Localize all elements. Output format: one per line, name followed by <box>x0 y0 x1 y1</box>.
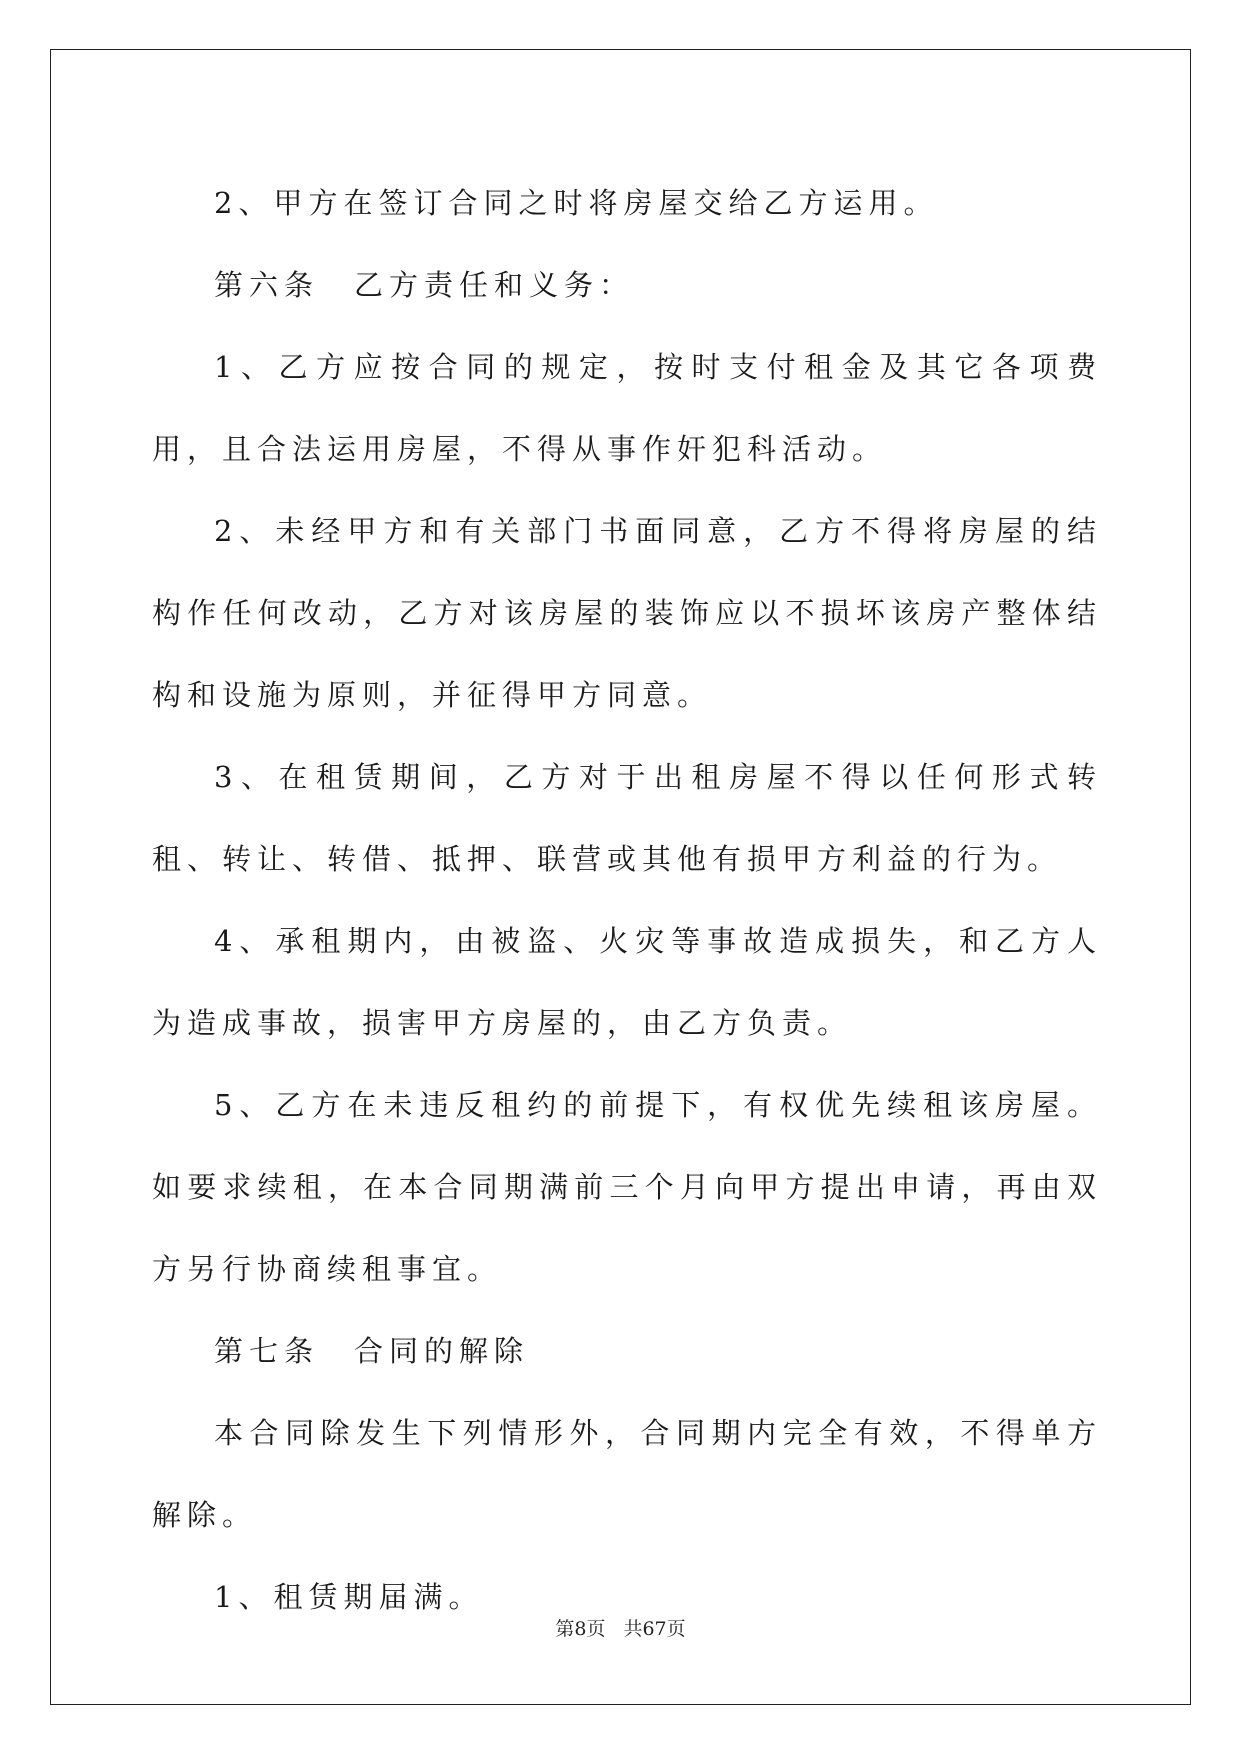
paragraph: 5、乙方在未违反租约的前提下，有权优先续租该房屋。如要求续租，在本合同期满前三个月向甲方提出申请，再由双方另行协商续租事宜。 <box>152 1088 1102 1286</box>
page-number-total: 共67页 <box>623 1618 686 1640</box>
paragraph: 1、租赁期届满。 <box>214 1580 484 1614</box>
paragraph: 2、甲方在签订合同之时将房屋交给乙方运用。 <box>214 186 939 220</box>
paragraph: 3、在租赁期间，乙方对于出租房屋不得以任何形式转租、转让、转借、抵押、联营或其他有损甲方利益的行为。 <box>152 760 1102 876</box>
paragraph: 本合同除发生下列情形外，合同期内完全有效，不得单方解除。 <box>152 1416 1102 1532</box>
document-body <box>152 162 1102 1638</box>
page-footer <box>0 1614 1241 1641</box>
paragraph: 1、乙方应按合同的规定，按时支付租金及其它各项费用，且合法运用房屋，不得从事作奸犯科活动。 <box>152 350 1102 466</box>
section-heading: 第六条 乙方责任和义务： <box>214 268 635 302</box>
page-number-current: 第8页 <box>555 1618 606 1640</box>
section-heading: 第七条 合同的解除 <box>214 1334 530 1368</box>
paragraph: 2、未经甲方和有关部门书面同意，乙方不得将房屋的结构作任何改动，乙方对该房屋的装饰应以不损坏该房产整体结构和设施为原则，并征得甲方同意。 <box>152 514 1102 712</box>
paragraph: 4、承租期内，由被盗、火灾等事故造成损失，和乙方人为造成事故，损害甲方房屋的，由乙方负责。 <box>152 924 1102 1040</box>
